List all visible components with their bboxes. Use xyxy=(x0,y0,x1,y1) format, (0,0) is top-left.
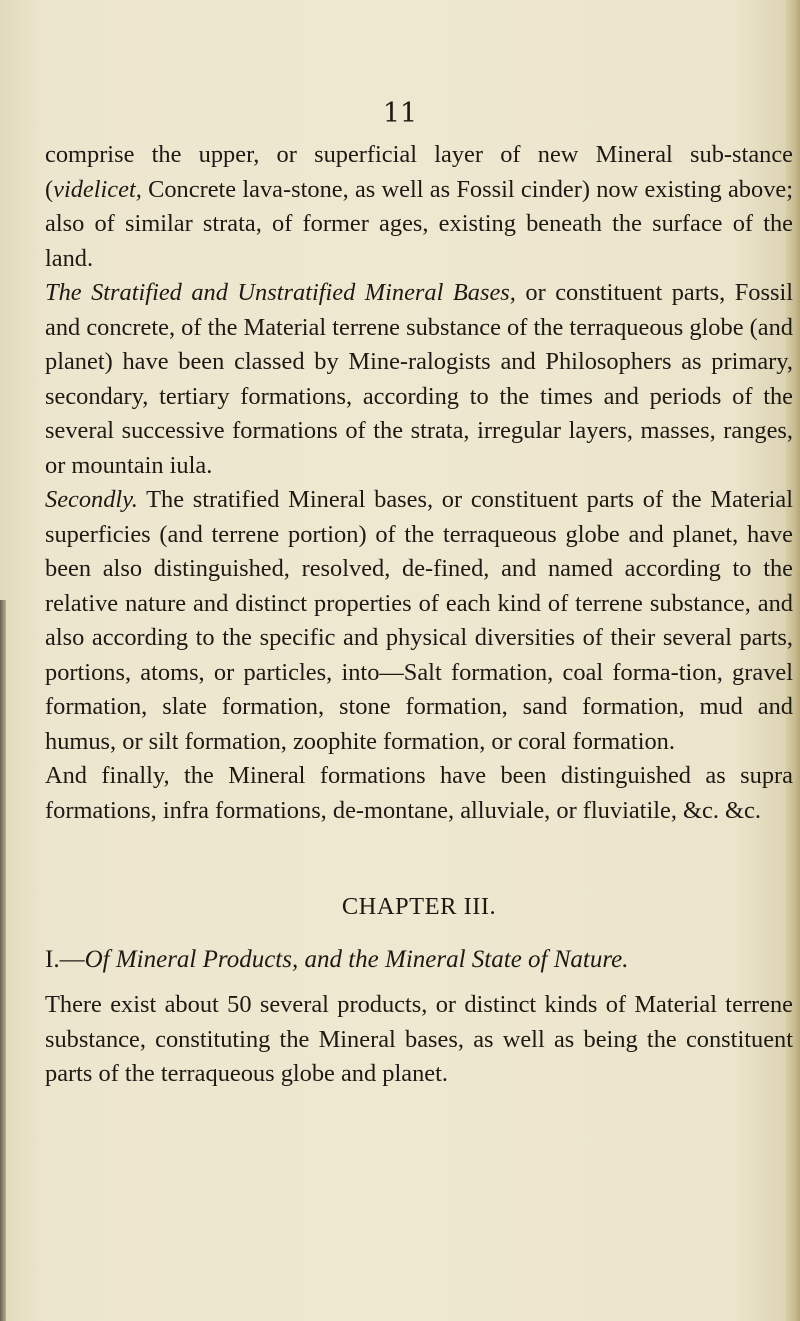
page-edge-left xyxy=(0,600,6,1321)
section-heading: I.—Of Mineral Products, and the Mineral State of Nature. xyxy=(45,946,629,973)
page-number: 11 xyxy=(382,98,418,129)
paragraph-3: Secondly. The stratified Mineral bases, or constituent parts of the Material superficies (and terrene portion) of the terraqueous globe and planet, have been also distinguished, resolved, de-fined, and named according to the relative nature and distinct properties of each kind of terrene substance, and also according to the specific and physical diversities of their several parts, portions, atoms, or particles, into—Salt formation, coal forma-tion, gravel formation, slate formation, stone formation, sand formation, mud and humus, or silt formation, zoophite formation, or coral formation. xyxy=(45,486,793,755)
body-text xyxy=(45,138,793,1092)
paragraph-4: And finally, the Mineral formations have been distinguished as supra formations, infra formations, de-montane, alluviale, or fluviatile, &c. &c. xyxy=(45,762,793,824)
paragraph-1: comprise the upper, or superficial layer of new Mineral sub-stance (videlicet, Concrete lava-stone, as well as Fossil cinder) now existing above; also of similar strata, of former ages, existing beneath the surface of the land. xyxy=(45,141,793,272)
closing-paragraph: There exist about 50 several products, or distinct kinds of Material terrene substance, constituting the Mineral bases, as well as being the constituent parts of the terraqueous globe and planet. xyxy=(45,991,793,1087)
paragraph-3-lead: Secondly. xyxy=(45,486,138,513)
chapter-title: CHAPTER III. xyxy=(341,893,497,920)
paragraph-2-lead: The Stratified and Unstratified Mineral Bases, xyxy=(45,279,516,306)
paragraph-2: The Stratified and Unstratified Mineral Bases, or constituent parts, Fossil and concrete, of the Material terrene substance of the terraqueous globe (and planet) have been classed by Mine-ralogists and Philosophers as primary, secondary, tertiary formations, according to the times and periods of the several successive formations of the strata, irregular layers, masses, ranges, or mountain iula. xyxy=(45,279,794,479)
